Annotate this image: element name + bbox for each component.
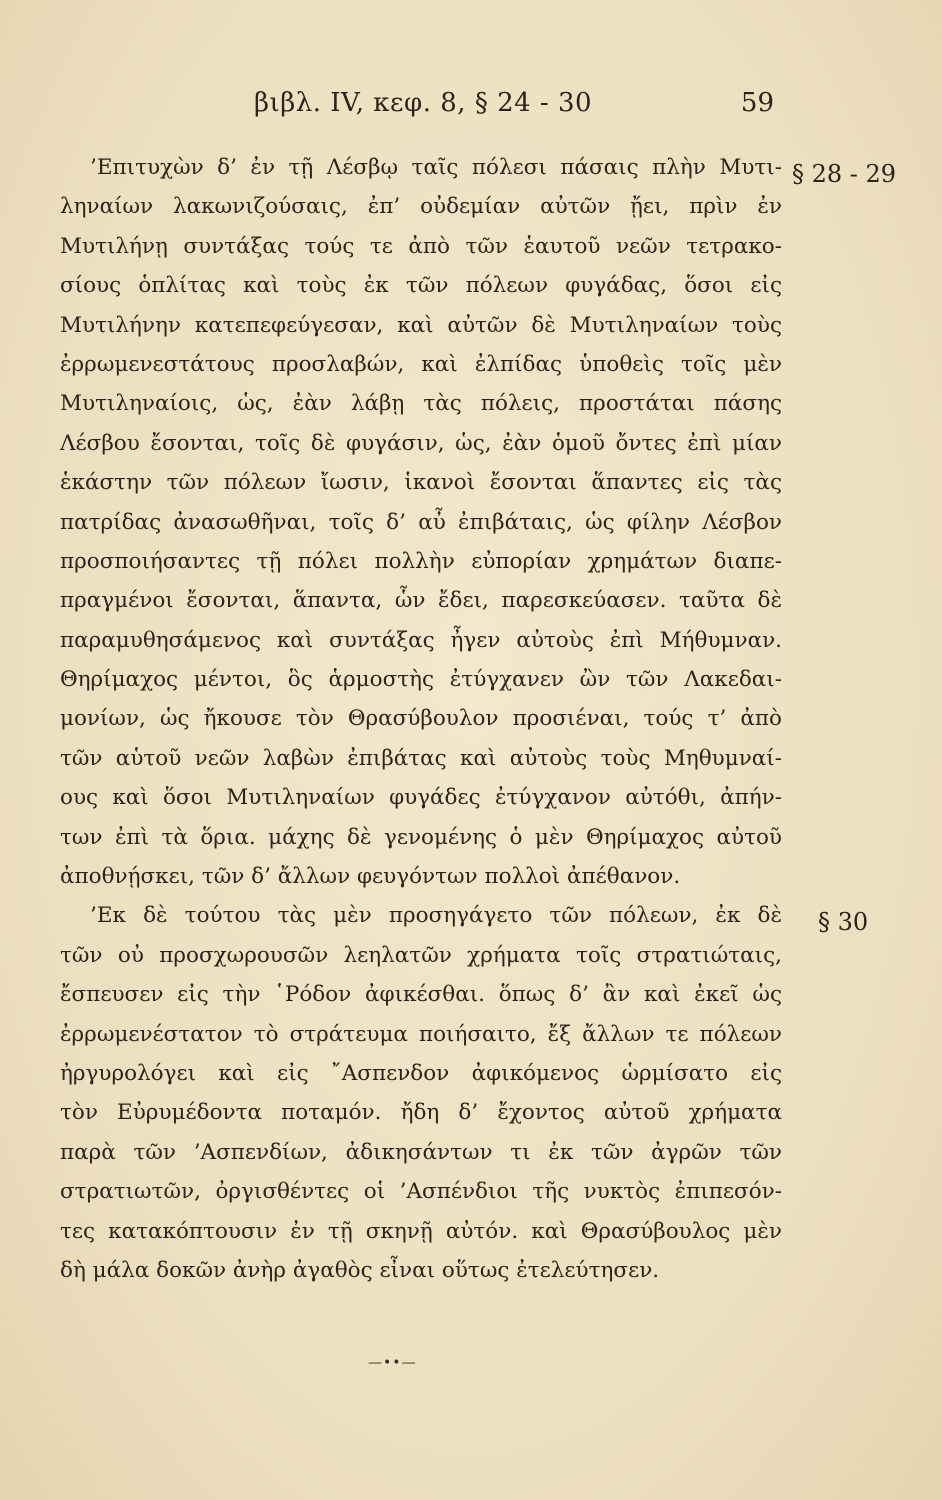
text-line: ἠργυρολόγει καὶ εἰς ῎Ασπενδον ἀφικόμενος ὡρμίσατο εἰς xyxy=(60,1060,782,1086)
margin-section-ref: § 28 - 29 xyxy=(792,160,897,188)
page-number: 59 xyxy=(740,88,774,118)
text-line: σίους ὁπλίτας καὶ τοὺς ἐκ τῶν πόλεων φυγάδας, ὅσοι εἰς xyxy=(60,273,782,299)
text-line: ἐρρωμενεστάτους προσλαβών, καὶ ἐλπίδας ὑποθεὶς τοῖς μὲν xyxy=(60,351,782,377)
text-line: Μυτιλήνῃ συντάξας τούς τε ἀπὸ τῶν ἑαυτοῦ νεῶν τετρακο- xyxy=(60,233,782,259)
text-line: στρατιωτῶν, ὀργισθέντες οἱ ’Ασπένδιοι τῆς νυκτὸς ἐπιπεσόν- xyxy=(60,1179,782,1205)
text-line: μονίων, ὡς ἤκουσε τὸν Θρασύβουλον προσιέναι, τούς τ’ ἀπὸ xyxy=(60,706,782,732)
body-text xyxy=(60,148,782,1290)
text-line: Μυτιληναίοις, ὡς, ἐὰν λάβῃ τὰς πόλεις, προστάται πάσης xyxy=(60,391,782,417)
text-line: ’Εκ δὲ τούτου τὰς μὲν προσηγάγετο τῶν πόλεων, ἐκ δὲ xyxy=(90,903,782,929)
text-line: δὴ μάλα δοκῶν ἀνὴρ ἀγαθὸς εἶναι οὕτως ἐτελεύτησεν. xyxy=(60,1257,660,1283)
text-line: Μυτιλήνην κατεπεφεύγεσαν, καὶ αὐτῶν δὲ Μυτιληναίων τοὺς xyxy=(60,312,782,338)
text-line: ἀποθνῄσκει, τῶν δ’ ἄλλων φευγόντων πολλοὶ ἀπέθανον. xyxy=(60,864,681,890)
page-header xyxy=(0,88,942,128)
text-line: τῶν οὐ προσχωρουσῶν λεηλατῶν χρήματα τοῖς στρατιώταις, xyxy=(60,942,782,968)
paragraph xyxy=(60,148,782,896)
text-line: Λέσβου ἔσονται, τοῖς δὲ φυγάσιν, ὡς, ἐὰν ὁμοῦ ὄντες ἐπὶ μίαν xyxy=(60,430,782,456)
text-line: ἔσπευσεν εἰς τὴν ῾Ρόδον ἀφικέσθαι. ὅπως δ’ ἂν καὶ ἐκεῖ ὡς xyxy=(60,982,782,1008)
text-line: παρὰ τῶν ’Ασπενδίων, ἀδικησάντων τι ἐκ τῶν ἀγρῶν τῶν xyxy=(60,1139,782,1165)
text-line: ληναίων λακωνιζούσαις, ἐπ’ οὐδεμίαν αὐτῶν ᾔει, πρὶν ἐν xyxy=(60,194,782,220)
paragraph xyxy=(60,896,782,1290)
running-head: βιβλ. IV, κεφ. 8, § 24 - 30 xyxy=(254,88,593,118)
text-line: παραμυθησάμενος καὶ συντάξας ἦγεν αὐτοὺς ἐπὶ Μήθυμναν. xyxy=(60,627,782,653)
text-line: πραγμένοι ἔσονται, ἅπαντα, ὧν ἔδει, παρεσκεύασεν. ταῦτα δὲ xyxy=(60,588,782,614)
text-line: ἐρρωμενέστατον τὸ στράτευμα ποιήσαιτο, ἔξ ἄλλων τε πόλεων xyxy=(60,1021,782,1047)
text-line: προσποιήσαντες τῇ πόλει πολλὴν εὐπορίαν χρημάτων διαπε- xyxy=(60,548,782,574)
text-line: Θηρίμαχος μέντοι, ὃς ἁρμοστὴς ἐτύγχανεν ὢν τῶν Λακεδαι- xyxy=(60,667,782,693)
text-line: ἑκάστην τῶν πόλεων ἴωσιν, ἱκανοὶ ἔσονται ἅπαντες εἰς τὰς xyxy=(60,470,782,496)
text-line: τῶν αὑτοῦ νεῶν λαβὼν ἐπιβάτας καὶ αὐτοὺς τοὺς Μηθυμναί- xyxy=(60,745,782,771)
margin-section-ref: § 30 xyxy=(818,908,869,936)
text-line: των ἐπὶ τὰ ὅρια. μάχης δὲ γενομένης ὁ μὲν Θηρίμαχος αὐτοῦ xyxy=(60,824,782,850)
text-line: ους καὶ ὅσοι Μυτιληναίων φυγάδες ἐτύγχανον αὐτόθι, ἀπήν- xyxy=(60,785,782,811)
text-line: πατρίδας ἀνασωθῆναι, τοῖς δ’ αὖ ἐπιβάταις, ὡς φίλην Λέσβον xyxy=(60,509,782,535)
text-line: τὸν Εὐρυμέδοντα ποταμόν. ἤδη δ’ ἔχοντος αὐτοῦ χρήματα xyxy=(60,1100,782,1126)
text-line: ’Επιτυχὼν δ’ ἐν τῇ Λέσβῳ ταῖς πόλεσι πάσαις πλὴν Μυτι- xyxy=(90,155,782,180)
end-ornament: —••— xyxy=(368,1355,417,1371)
text-line: τες κατακόπτουσιν ἐν τῇ σκηνῇ αὐτόν. καὶ Θρασύβουλος μὲν xyxy=(60,1218,782,1244)
